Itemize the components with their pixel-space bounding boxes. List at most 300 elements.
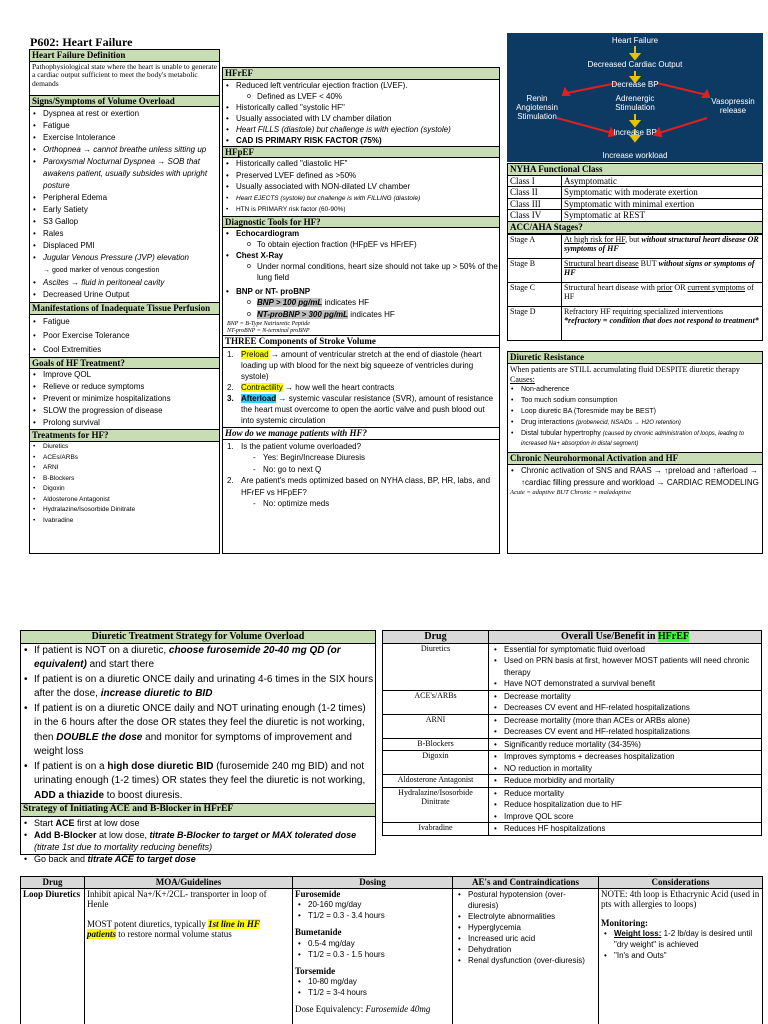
dose-bumetanide: Bumetanide bbox=[295, 927, 342, 938]
stage-d-2: *refractory = condition that does not respond to treatment* bbox=[564, 316, 759, 326]
table-cell bbox=[562, 234, 763, 258]
diuretic-strategy-panel bbox=[20, 630, 376, 864]
list-item: • Essential for symptomatic fluid overload bbox=[491, 644, 759, 656]
table-row bbox=[508, 175, 763, 187]
resistance-panel bbox=[507, 351, 763, 554]
list-item: • "In's and Outs" bbox=[601, 950, 760, 961]
ace-strategy-header: Strategy of Initiating ACE and B-Blocker in HFrEF bbox=[21, 803, 375, 816]
table-header: MOA/Guidelines bbox=[85, 877, 293, 889]
diuretic-strategy-header: Diuretic Treatment Strategy for Volume Overload bbox=[21, 631, 375, 644]
table-row bbox=[383, 787, 762, 823]
list-item: • Reduced left ventricular ejection fraction (LVEF). bbox=[223, 80, 499, 91]
text: Dose Equivalency: bbox=[295, 1004, 366, 1015]
nyha-table bbox=[507, 163, 763, 234]
table-header bbox=[489, 631, 762, 644]
diagnostic-sub bbox=[223, 239, 499, 250]
list-item: • Usually associated with LV chamber dilation bbox=[223, 113, 499, 124]
table-row bbox=[508, 234, 763, 258]
list-item: o Defined as LVEF < 40% bbox=[247, 91, 499, 102]
num-2: 2. bbox=[227, 476, 234, 486]
list-item bbox=[21, 644, 375, 673]
stage-b-joiner: BUT bbox=[638, 258, 659, 268]
list-item bbox=[227, 382, 497, 393]
table-cell bbox=[562, 258, 763, 282]
volume-overload-header: Signs/Symptoms of Volume Overload bbox=[30, 95, 219, 108]
list-item: • Used on PRN basis at first, however MOST patients will need chronic therapy bbox=[491, 655, 759, 678]
diagram-node-workload: Increase workload bbox=[602, 151, 668, 160]
stage-c-1: Structural heart disease with bbox=[564, 282, 657, 292]
table-cell: Ivabradine bbox=[383, 823, 489, 836]
text: 1-2 lb/day is desired until "dry weight" is achieved bbox=[614, 929, 753, 950]
list-item: • T1/2 = 3-4 hours bbox=[295, 987, 450, 998]
jvp-sub: → good marker of venous congestion bbox=[43, 267, 160, 275]
table-cell bbox=[489, 775, 762, 788]
list-item: • Hyperglycemia bbox=[455, 922, 596, 933]
list-item: • Dehydration bbox=[455, 944, 596, 955]
stage-a-joiner: , but bbox=[625, 234, 640, 244]
table-cell bbox=[562, 282, 763, 306]
list-item: • Have NOT demonstrated a survival benefit bbox=[491, 678, 759, 690]
list-item: o To obtain ejection fraction (HFpEF vs HFrEF) bbox=[247, 239, 499, 250]
table-cell bbox=[489, 643, 762, 690]
list-item: • Ascites → fluid in peritoneal cavity bbox=[30, 277, 219, 289]
list-item bbox=[227, 349, 497, 382]
table-cell: Asymptomatic bbox=[562, 175, 763, 187]
distal-note: (caused by chronic administration of loops, leading to increased Na+ absorption in distal segment) bbox=[521, 431, 745, 448]
ntbnp-tail: indicates HF bbox=[350, 310, 395, 320]
stage-c-prior: prior bbox=[656, 282, 673, 292]
text: and monitor for symptoms of improvement and weight loss bbox=[34, 731, 352, 758]
hfref-header: HFrEF bbox=[223, 68, 499, 80]
table-row bbox=[383, 751, 762, 775]
definition-text: Pathophysiological state where the heart is unable to generate a cardiac output sufficient to meet the body's metabolic demands bbox=[32, 61, 217, 89]
resistance-list bbox=[508, 384, 762, 449]
list-item bbox=[227, 441, 497, 453]
list-item: • Diuretics bbox=[30, 442, 219, 453]
table-row bbox=[383, 714, 762, 738]
text: If patient is on a diuretic ONCE daily and urinating 4-6 times in the SIX hours after the dose, bbox=[34, 673, 374, 700]
stage-b-detail: without signs or symptoms of HF bbox=[564, 258, 755, 278]
text: and start there bbox=[86, 659, 155, 671]
table-row bbox=[508, 164, 763, 176]
table-cell: Loop Diuretics bbox=[21, 888, 85, 1024]
text: 1st line in HF patients bbox=[87, 918, 260, 940]
goals-header: Goals of HF Treatment? bbox=[30, 357, 219, 370]
diagram-node-decrease-bp: Decrease BP bbox=[611, 80, 659, 89]
list-item: • Prolong survival bbox=[30, 417, 219, 429]
list-item: • 20-160 mg/day bbox=[295, 899, 450, 910]
tissue-perfusion-header: Manifestations of Inadequate Tissue Perfusion bbox=[30, 302, 219, 315]
table-cell: Stage C bbox=[508, 282, 562, 306]
table-cell bbox=[599, 888, 763, 1024]
cons-note: NOTE: 4th loop is Ethacrynic Acid (used in pts with allergies to loops) bbox=[601, 888, 760, 910]
moa-2 bbox=[87, 919, 290, 940]
table-cell bbox=[489, 787, 762, 823]
list-item bbox=[227, 393, 497, 426]
text: If patient is on a diuretic ONCE daily and NOT urinating enough (1-2 times) in the 6 hours after the dose OR states they feel the diuretic is not working, then bbox=[34, 702, 366, 743]
text: increase diuretic to BID bbox=[100, 688, 213, 700]
text: ACE bbox=[55, 817, 75, 828]
table-row bbox=[383, 643, 762, 690]
list-item bbox=[227, 475, 497, 498]
list-item: • Fatigue bbox=[30, 120, 219, 132]
list-item: • Renal dysfunction (over-diuresis) bbox=[455, 955, 596, 966]
cons-list bbox=[601, 928, 760, 961]
treatments-list bbox=[30, 442, 219, 526]
loop-table bbox=[20, 876, 763, 1024]
list-item: • Preserved LVEF defined as >50% bbox=[223, 170, 499, 182]
list-item: • CAD IS PRIMARY RISK FACTOR (75%) bbox=[223, 135, 499, 146]
list-item: • Chest X-Ray bbox=[223, 250, 499, 261]
text: Furosemide 40mg bbox=[365, 1004, 431, 1015]
benefit-list bbox=[491, 644, 759, 690]
list-item: • Heart FILLS (diastole) but challenge is with ejection (systole) bbox=[223, 124, 499, 135]
text: If patient is NOT on a diuretic, bbox=[34, 644, 169, 656]
num-2: 2. bbox=[227, 383, 234, 393]
list-item bbox=[21, 829, 375, 853]
text: high dose diuretic BID bbox=[107, 760, 214, 772]
list-item: - No: go to next Q bbox=[253, 464, 499, 476]
table-cell: Class III bbox=[508, 198, 562, 210]
table-cell: B-Blockers bbox=[383, 738, 489, 751]
benefit-list bbox=[491, 823, 759, 835]
table-row bbox=[508, 198, 763, 210]
dose-list bbox=[295, 899, 450, 921]
table-cell: Class I bbox=[508, 175, 562, 187]
bnp-footnote: BNP = B-Type Natriuretic Peptide bbox=[227, 321, 310, 328]
nyha-acc-panel bbox=[507, 163, 763, 341]
table-cell: ACE's/ARBs bbox=[383, 690, 489, 714]
benefit-list bbox=[491, 788, 759, 823]
bnp-tail: indicates HF bbox=[324, 298, 369, 308]
diagram-node-cardiac-output: Decreased Cardiac Output bbox=[587, 60, 683, 69]
ntbnp-footnote: NT-proBNP = N-terminal proBNP bbox=[223, 328, 499, 336]
diagnostic-list bbox=[223, 228, 499, 239]
treatments-header: Treatments for HF? bbox=[30, 429, 219, 442]
list-item bbox=[21, 853, 375, 865]
loop-panel bbox=[20, 876, 763, 1024]
text: Weight loss: bbox=[614, 929, 662, 939]
list-item: • Improve QOL score bbox=[491, 811, 759, 823]
list-item: • Non-adherence bbox=[508, 384, 762, 395]
hfref-sub bbox=[223, 91, 499, 102]
resistance-causes: Causes: bbox=[510, 375, 535, 385]
bnp-value: BNP > 100 pg/mL bbox=[257, 298, 323, 308]
stage-a-risk: At high risk for HF bbox=[564, 234, 626, 244]
middle-column bbox=[222, 67, 500, 554]
preload-text: → amount of ventricular stretch at the end of diastole (heart loading up with blood for the next big squeeze of ventricles during systole) bbox=[241, 350, 482, 382]
list-item bbox=[21, 673, 375, 702]
diagram-node-vasopressin: Vasopressin release bbox=[711, 97, 755, 115]
jvp-text: Jugular Venous Pressure (JVP) elevation bbox=[43, 253, 189, 263]
list-item bbox=[30, 252, 219, 277]
benefit-list bbox=[491, 715, 759, 738]
text: Go back and bbox=[34, 853, 88, 864]
manage-q1-answers bbox=[223, 452, 499, 475]
contractility-text: → how well the heart contracts bbox=[285, 383, 395, 393]
table-cell bbox=[489, 738, 762, 751]
dose-torsemide: Torsemide bbox=[295, 965, 336, 976]
num-3: 3. bbox=[227, 394, 234, 404]
table-cell bbox=[489, 751, 762, 775]
list-item: • Decreased Urine Output bbox=[30, 289, 219, 301]
table-cell: Stage B bbox=[508, 258, 562, 282]
text: titrate B-Blocker to target or MAX tolerated dose bbox=[149, 829, 357, 840]
table-row bbox=[383, 738, 762, 751]
benefit-table bbox=[382, 630, 762, 836]
q2: Are patient's meds optimized based on NYHA class, BP, HR, labs, and HFrEF vs HFpEF? bbox=[241, 476, 491, 497]
list-item: • Loop diuretic BA (Toresmide may be BEST) bbox=[508, 406, 762, 417]
table-header: Dosing bbox=[293, 877, 453, 889]
table-cell: Class IV bbox=[508, 210, 562, 222]
list-item: • Usually associated with NON-dilated LV chamber bbox=[223, 181, 499, 193]
list-item: - Yes: Begin/Increase Diuresis bbox=[253, 452, 499, 464]
benefit-list bbox=[491, 739, 759, 751]
table-row bbox=[21, 888, 763, 1024]
stroke-header: THREE Components of Stroke Volume bbox=[223, 336, 499, 348]
ace-strategy-list bbox=[21, 817, 375, 865]
diuretic-strategy-list bbox=[21, 644, 375, 804]
table-cell bbox=[489, 714, 762, 738]
num-1: 1. bbox=[227, 441, 234, 451]
list-item: • Historically called "systolic HF" bbox=[223, 102, 499, 113]
neuro-list bbox=[508, 465, 762, 489]
goals-list bbox=[30, 369, 219, 429]
table-row bbox=[508, 258, 763, 282]
list-item: • Reduces HF hospitalizations bbox=[491, 823, 759, 835]
table-cell: Symptomatic with moderate exertion bbox=[562, 187, 763, 199]
text: to boost diuresis. bbox=[104, 789, 183, 801]
list-item: • Decreases CV event and HF-related hospitalizations bbox=[491, 702, 759, 714]
list-item: • ACEs/ARBs bbox=[30, 453, 219, 464]
list-item: o Under normal conditions, heart size should not take up > 50% of the lung field bbox=[247, 261, 499, 283]
preload-term: Preload bbox=[241, 350, 269, 360]
text: HFrEF bbox=[657, 631, 690, 642]
dose-list bbox=[295, 976, 450, 998]
diagnostic-list-2 bbox=[223, 250, 499, 261]
list-item: • BNP or NT- proBNP bbox=[223, 286, 499, 297]
text: Overall Use/Benefit in bbox=[560, 631, 658, 642]
q1: Is the patient volume overloaded? bbox=[241, 441, 362, 451]
table-cell bbox=[489, 823, 762, 836]
text: DOUBLE the dose bbox=[56, 731, 143, 743]
list-item: • Prevent or minimize hospitalizations bbox=[30, 393, 219, 405]
list-item: • ARNI bbox=[30, 463, 219, 474]
table-row bbox=[383, 823, 762, 836]
list-item: • Relieve or reduce symptoms bbox=[30, 381, 219, 393]
resistance-header: Diuretic Resistance bbox=[508, 352, 762, 364]
list-item: • Cool Extremities bbox=[30, 343, 219, 357]
hfpef-list bbox=[223, 158, 499, 216]
diagram-node-increase-bp: Increase BP bbox=[613, 128, 657, 137]
diagram-node-renin: Renin Angiotensin Stimulation bbox=[516, 94, 558, 121]
num-1: 1. bbox=[227, 350, 234, 360]
dose-furosemide: Furosemide bbox=[295, 888, 341, 899]
text: titrate ACE to target dose bbox=[87, 853, 196, 864]
moa-1: Inhibit apical Na+/K+/2CL- transporter in loop of Henle bbox=[87, 888, 267, 910]
list-item: • Orthopnea → cannot breathe unless sitting up bbox=[30, 144, 219, 156]
table-row bbox=[383, 631, 762, 644]
list-item bbox=[21, 817, 375, 829]
list-item: • Historically called "diastolic HF" bbox=[223, 158, 499, 170]
diagnostic-sub-2 bbox=[223, 261, 499, 283]
table-row bbox=[383, 690, 762, 714]
list-item: • Poor Exercise Tolerance bbox=[30, 329, 219, 343]
cons-monitoring: Monitoring: bbox=[601, 917, 648, 928]
manage-list-2 bbox=[223, 475, 499, 498]
list-item: • Improve QOL bbox=[30, 369, 219, 381]
table-cell bbox=[85, 888, 293, 1024]
table-cell: Symptomatic with minimal exertion bbox=[562, 198, 763, 210]
list-item: • SLOW the progression of disease bbox=[30, 405, 219, 417]
dose-equivalency bbox=[295, 1004, 450, 1015]
list-item: • T1/2 = 0.3 - 1.5 hours bbox=[295, 949, 450, 960]
list-item: - No: optimize meds bbox=[253, 498, 499, 510]
list-item: • Significantly reduce mortality (34-35%) bbox=[491, 739, 759, 751]
table-cell bbox=[453, 888, 599, 1024]
list-item: • Electrolyte abnormalities bbox=[455, 911, 596, 922]
manage-q2-answers bbox=[223, 498, 499, 510]
list-item: • Dyspnea at rest or exertion bbox=[30, 108, 219, 120]
definition-header: Heart Failure Definition bbox=[30, 50, 219, 62]
hfref-list bbox=[223, 80, 499, 91]
list-item: • Too much sodium consumption bbox=[508, 395, 762, 406]
tissue-perfusion-list bbox=[30, 315, 219, 357]
list-item: • Decrease mortality bbox=[491, 691, 759, 703]
list-item: • Fatigue bbox=[30, 315, 219, 329]
text: Start bbox=[34, 817, 56, 828]
list-item: • Exercise Intolerance bbox=[30, 132, 219, 144]
stage-c-current: current symptoms bbox=[687, 282, 746, 292]
table-cell: Digoxin bbox=[383, 751, 489, 775]
table-header: Considerations bbox=[599, 877, 763, 889]
table-header: Drug bbox=[21, 877, 85, 889]
text: (furosemide 240 mg BID) and not urinating enough (1-2 times) OR states they feel the diuretic is not working, bbox=[34, 760, 366, 787]
stage-b-structural: Structural heart disease bbox=[564, 258, 639, 268]
text: Add B-Blocker bbox=[34, 829, 97, 840]
ntbnp-value: NT-proBNP > 300 pg/mL bbox=[257, 310, 349, 320]
stage-a-detail: without structural heart disease OR symptoms of HF bbox=[564, 234, 759, 254]
diagram-node-adrenergic: Adrenergic Stimulation bbox=[615, 94, 655, 112]
volume-overload-list bbox=[30, 107, 219, 301]
contractility-term: Contractility bbox=[241, 383, 283, 393]
table-cell: Diuretics bbox=[383, 643, 489, 690]
benefit-panel bbox=[382, 630, 762, 836]
table-cell: Class II bbox=[508, 187, 562, 199]
list-item: • Decrease mortality (more than ACEs or ARBs alone) bbox=[491, 715, 759, 727]
page-title: P602: Heart Failure bbox=[30, 35, 133, 49]
list-item: • HTN is PRIMARY risk factor (60-90%) bbox=[223, 204, 499, 216]
table-cell: Stage A bbox=[508, 234, 562, 258]
table-row bbox=[383, 775, 762, 788]
list-item: • Aldosterone Antagonist bbox=[30, 495, 219, 506]
text: MOST potent diuretics, typically bbox=[87, 918, 209, 929]
list-item: • Peripheral Edema bbox=[30, 192, 219, 204]
list-item: • Reduce morbidity and mortality bbox=[491, 775, 759, 787]
list-item: • 0.5-4 mg/day bbox=[295, 938, 450, 949]
list-item bbox=[247, 309, 499, 321]
manage-header: How do we manage patients with HF? bbox=[223, 427, 499, 440]
table-cell: Hydralazine/Isosorbide Dinitrate bbox=[383, 787, 489, 823]
table-header: Drug bbox=[383, 631, 489, 644]
distal-tubular: Distal tubular hypertrophy bbox=[521, 430, 601, 438]
list-item: • Heart EJECTS (systole) but challenge is with FILLING (diastole) bbox=[223, 193, 499, 205]
table-header: AE's and Contraindications bbox=[453, 877, 599, 889]
diagnostic-list-3 bbox=[223, 286, 499, 297]
table-row bbox=[508, 306, 763, 340]
text: to restore normal volume status bbox=[116, 929, 232, 940]
diagram-node-hf: Heart Failure bbox=[611, 36, 659, 45]
list-item: • Reduce hospitalization due to HF bbox=[491, 799, 759, 811]
list-item: • Early Satiety bbox=[30, 204, 219, 216]
table-cell bbox=[293, 888, 453, 1024]
hfpef-header: HFpEF bbox=[223, 146, 499, 159]
list-item bbox=[508, 417, 762, 429]
acc-table bbox=[507, 234, 763, 341]
drug-interactions: Drug interactions bbox=[521, 419, 574, 427]
list-item: • Increased uric acid bbox=[455, 933, 596, 944]
table-cell: Aldosterone Antagonist bbox=[383, 775, 489, 788]
hf-cycle-diagram bbox=[507, 33, 763, 162]
list-item: • Paroxysmal Nocturnal Dyspnea → SOB that awakens patient, usually subsides with upright posture bbox=[30, 156, 219, 192]
neuro-footnote: Acute = adaptive BUT Chronic = maladaptive bbox=[510, 489, 632, 497]
table-cell: ARNI bbox=[383, 714, 489, 738]
list-item: • 10-80 mg/day bbox=[295, 976, 450, 987]
text: (titrate 1st due to mortality reducing benefits) bbox=[34, 841, 213, 852]
text: first at low dose bbox=[74, 817, 140, 828]
drug-interactions-note: (probenecid, NSAIDs → H2O retention) bbox=[575, 420, 681, 427]
list-item: • NO reduction in mortality bbox=[491, 763, 759, 775]
table-cell bbox=[562, 306, 763, 340]
table-row bbox=[508, 282, 763, 306]
table-cell: Stage D bbox=[508, 306, 562, 340]
left-column bbox=[29, 49, 220, 554]
text: ADD a thiazide bbox=[34, 789, 105, 801]
text: at low dose, bbox=[96, 829, 150, 840]
stroke-list bbox=[223, 348, 499, 427]
stage-c-or: OR bbox=[672, 282, 688, 292]
benefit-list bbox=[491, 691, 759, 714]
stage-c-5: of HF bbox=[564, 282, 754, 302]
list-item: • Echocardiogram bbox=[223, 228, 499, 239]
text: If patient is on a bbox=[34, 760, 108, 772]
diagnostic-sub-3 bbox=[223, 297, 499, 321]
list-item: • Chronic activation of SNS and RAAS → ↑preload and ↑afterload → ↑cardiac filling pressure and workload → CARDIAC REMODELING bbox=[508, 465, 762, 489]
table-row bbox=[508, 222, 763, 234]
benefit-list bbox=[491, 751, 759, 774]
list-item: • Improves symptoms + decreases hospitalization bbox=[491, 751, 759, 763]
list-item: • Rales bbox=[30, 228, 219, 240]
dose-list bbox=[295, 938, 450, 960]
text: choose furosemide 20-40 mg QD (or equivalent) bbox=[34, 644, 341, 671]
list-item bbox=[508, 429, 762, 449]
resistance-intro: When patients are STILL accumulating fluid DESPITE diuretic therapy bbox=[510, 364, 740, 374]
hfref-list-2 bbox=[223, 102, 499, 146]
list-item: • Postural hypotension (over-diuresis) bbox=[455, 889, 596, 911]
list-item bbox=[247, 297, 499, 309]
list-item bbox=[21, 702, 375, 760]
table-row bbox=[21, 877, 763, 889]
list-item: • Reduce mortality bbox=[491, 788, 759, 800]
list-item: • Displaced PMI bbox=[30, 240, 219, 252]
table-row bbox=[508, 187, 763, 199]
list-item bbox=[21, 760, 375, 804]
list-item: • S3 Gallop bbox=[30, 216, 219, 228]
acc-header: ACC/AHA Stages? bbox=[508, 222, 763, 234]
list-item: • Decreases CV event and HF-related hospitalizations bbox=[491, 726, 759, 738]
table-cell: Symptomatic at REST bbox=[562, 210, 763, 222]
list-item: • Ivabradine bbox=[30, 516, 219, 527]
